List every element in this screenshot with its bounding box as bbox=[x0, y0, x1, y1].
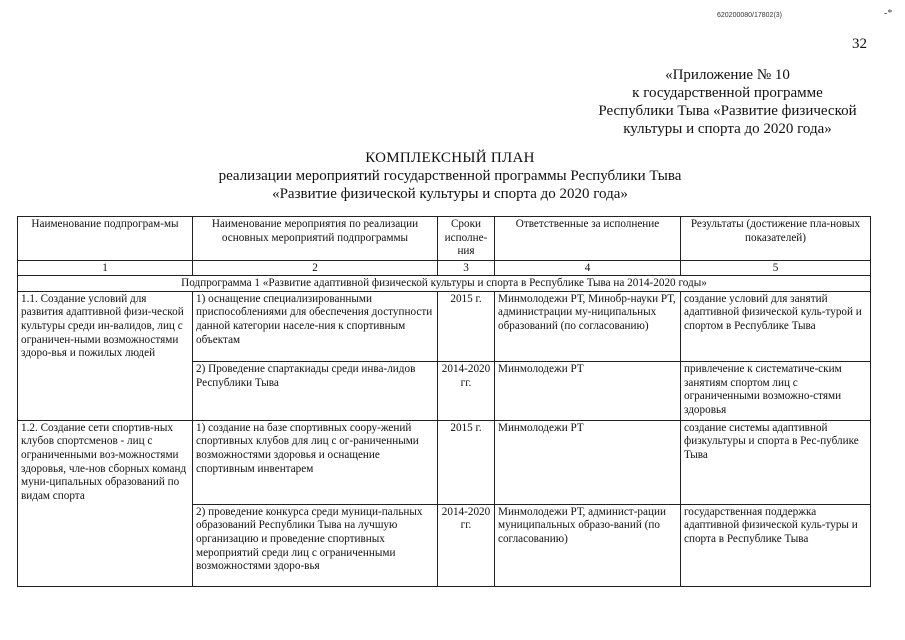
term-cell: 2014-2020 гг. bbox=[438, 362, 495, 421]
activity-cell: 1) оснащение специализированными приспособлениями для обеспечения доступности данной категории населе-ния к спортивным объектам bbox=[193, 291, 438, 361]
result-cell: привлечение к систематиче-ским занятиям спортом лиц с ограниченными возможно-стями здоровья bbox=[681, 362, 871, 421]
table-header-row bbox=[18, 217, 871, 261]
title-line: реализации мероприятий государственной программы Республики Тыва bbox=[218, 168, 682, 184]
title-line: «Развитие физической культуры и спорта до 2020 года» bbox=[272, 186, 628, 202]
section-cell: 1.1. Создание условий для развития адаптивной физи-ческой культуры среди ин-валидов, лиц с ограничен-ными возможностями здоро-вья и пожилых людей bbox=[18, 291, 193, 361]
result-cell: создание условий для занятий адаптивной физической куль-турой и спортом в Республике Тыва bbox=[681, 291, 871, 361]
appendix-line: Республики Тыва «Развитие физической bbox=[598, 103, 857, 119]
subprogram-title: Подпрограмма 1 «Развитие адаптивной физической культуры и спорта в Республике Тыва на 2014-2020 годы» bbox=[18, 275, 871, 291]
column-header: Наименование мероприятия по реализации основных мероприятий подпрограммы bbox=[193, 217, 438, 261]
table-row bbox=[18, 291, 871, 361]
section-cell: 1.2. Создание сети спортив-ных клубов спортсменов - лиц с ограниченными воз-можностями здоровья, чле-нов сборных команд муни-ципальных образований по видам спорта bbox=[18, 420, 193, 504]
document-title bbox=[160, 149, 740, 203]
appendix-line: к государственной программе bbox=[632, 85, 823, 101]
appendix-block bbox=[590, 66, 865, 138]
column-number-row bbox=[18, 260, 871, 275]
column-header: Наименование подпрограм-мы bbox=[18, 217, 193, 261]
term-cell: 2015 г. bbox=[438, 291, 495, 361]
result-cell: создание системы адаптивной физкультуры и спорта в Рес-публике Тыва bbox=[681, 420, 871, 504]
column-number: 1 bbox=[18, 260, 193, 275]
appendix-line: культуры и спорта до 2020 года» bbox=[623, 121, 832, 137]
responsible-cell: Минмолодежи РТ, админист-рации муниципальных образо-ваний (по согласованию) bbox=[495, 504, 681, 587]
activity-cell: 1) создание на базе спортивных соору-жений спортивных клубов для лиц с ог-раниченными возможностями здоровья и оснащение спортивным инвентарем bbox=[193, 420, 438, 504]
column-number: 2 bbox=[193, 260, 438, 275]
term-cell: 2014-2020 гг. bbox=[438, 504, 495, 587]
column-header: Ответственные за исполнение bbox=[495, 217, 681, 261]
responsible-cell: Минмолодежи РТ bbox=[495, 420, 681, 504]
column-number: 3 bbox=[438, 260, 495, 275]
table-row bbox=[18, 504, 871, 587]
page-number: 32 bbox=[852, 36, 867, 52]
activity-cell: 2) проведение конкурса среди муници-пальных образований Республики Тыва на лучшую организацию и проведение спортивных мероприятий среди лиц с ограниченными возможностями здоро-вья bbox=[193, 504, 438, 587]
section-cell-continued bbox=[18, 362, 193, 421]
responsible-cell: Минмолодежи РТ bbox=[495, 362, 681, 421]
table-row bbox=[18, 362, 871, 421]
table-row bbox=[18, 420, 871, 504]
section-cell-continued bbox=[18, 504, 193, 587]
plan-table bbox=[17, 216, 871, 587]
document-id: 620200080/17802(3) bbox=[717, 12, 783, 19]
column-header: Результаты (достижение пла-новых показателей) bbox=[681, 217, 871, 261]
result-cell: государственная поддержка адаптивной физической куль-туры и спорта в Республике Тыва bbox=[681, 504, 871, 587]
appendix-line: «Приложение № 10 bbox=[665, 67, 790, 83]
column-number: 5 bbox=[681, 260, 871, 275]
column-number: 4 bbox=[495, 260, 681, 275]
responsible-cell: Минмолодежи РТ, Минобр-науки РТ, администрации му-ниципальных образований (по согласованию) bbox=[495, 291, 681, 361]
title-main: КОМПЛЕКСНЫЙ ПЛАН bbox=[365, 150, 535, 166]
corner-mark: -* bbox=[884, 8, 893, 19]
term-cell: 2015 г. bbox=[438, 420, 495, 504]
column-header: Сроки исполне-ния bbox=[438, 217, 495, 261]
activity-cell: 2) Проведение спартакиады среди инва-лидов Республики Тыва bbox=[193, 362, 438, 421]
subprogram-row bbox=[18, 275, 871, 291]
